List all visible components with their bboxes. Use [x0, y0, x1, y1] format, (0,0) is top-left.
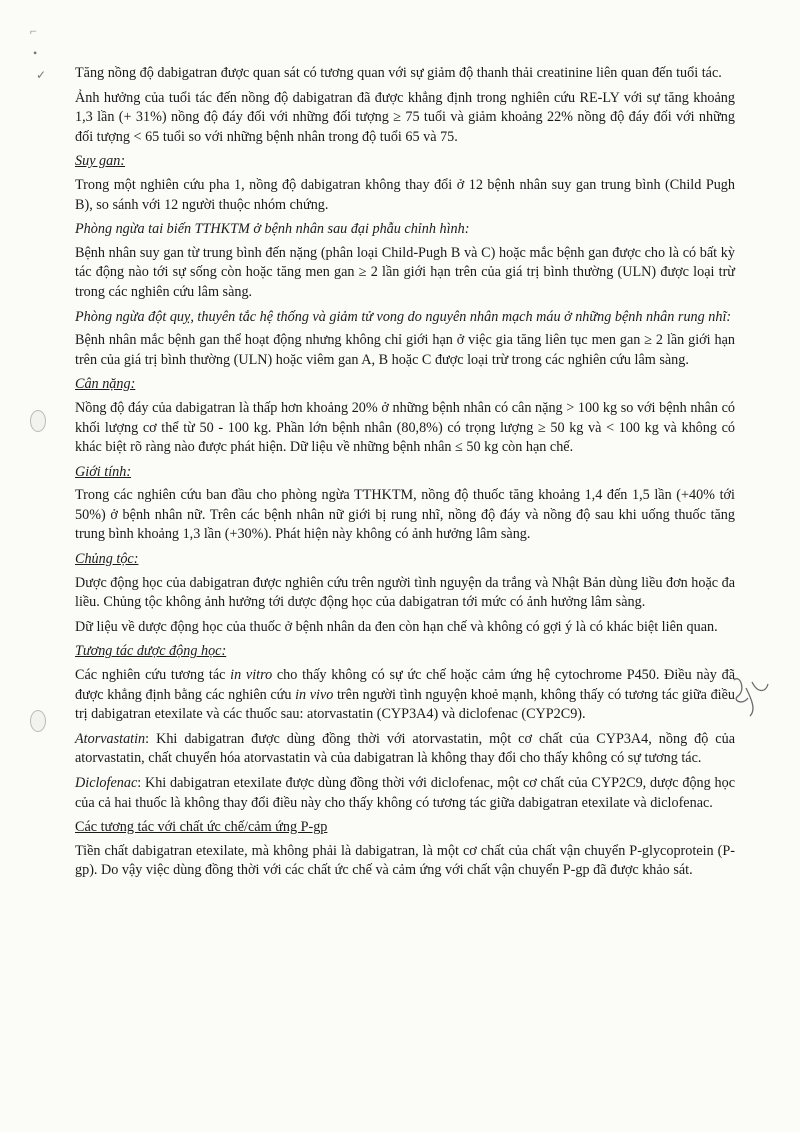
body-paragraph: Bệnh nhân suy gan từ trung bình đến nặng (phân loại Child-Pugh B và C) hoặc mắc bệnh gan được cho là có bất kỳ tác động nào tới sự sống còn hoặc tăng men gan ≥ 2 lần giới hạn trên của giá trị bình thường (ULN) được loại trừ trong các nghiên cứu lâm sàng. — [75, 244, 735, 300]
body-paragraph — [75, 730, 735, 769]
subsection-heading: Phòng ngừa đột quỵ, thuyên tắc hệ thống và giảm tử vong do nguyên nhân mạch máu ở những bệnh nhân rung nhĩ: — [75, 308, 732, 325]
section-heading-text: Cân nặng: — [75, 376, 136, 393]
section-heading — [75, 642, 735, 662]
section-heading — [75, 152, 735, 172]
italic-term: in vitro — [230, 667, 273, 684]
body-paragraph: Ảnh hưởng của tuổi tác đến nồng độ dabigatran đã được khẳng định trong nghiên cứu RE-LY với sự tăng khoảng 1,3 lần (+ 31%) nồng độ đáy đối với những đối tượng ≥ 75 tuổi và giảm khoảng 22% nồng độ đáy đối với những đối tượng < 65 tuổi so với những bệnh nhân trong độ tuổi 65 và 75. — [75, 89, 735, 145]
body-paragraph: Dược động học của dabigatran được nghiên cứu trên người tình nguyện da trắng và Nhật Bản dùng liều đơn hoặc đa liều. Chủng tộc không ảnh hưởng tới dược động học của dabigatran tới mức có ảnh hưởng lâm sàng. — [75, 574, 736, 611]
margin-mark-dot: • — [33, 46, 38, 60]
body-paragraph: Tăng nồng độ dabigatran được quan sát có tương quan với sự giảm độ thanh thải creatinine liên quan đến tuổi tác. — [75, 65, 722, 81]
text-run: trên người tình nguyện khoẻ mạnh, không thấy có tương tác giữa điều trị dabigatran etexilate và các thuốc sau: atorvastatin (CYP3A4) và diclofenac (CYP2C9). — [75, 686, 735, 723]
italic-term: Diclofenac — [75, 775, 138, 791]
document-body — [75, 64, 735, 886]
punch-hole-lower — [30, 710, 46, 732]
section-heading — [75, 375, 735, 395]
section-heading-text: Chủng tộc: — [75, 551, 139, 568]
body-paragraph: Nồng độ đáy của dabigatran là thấp hơn khoảng 20% ở những bệnh nhân có cân nặng > 100 kg so với bệnh nhân có khối lượng cơ thể từ 50 - 100 kg. Phần lớn bệnh nhân (80,8%) có trọng lượng ≥ 50 kg và < 100 kg và không có khác biệt rõ ràng nào được phát hiện. Dữ liệu về những bệnh nhân ≤ 50 kg còn hạn chế. — [75, 399, 735, 456]
body-paragraph: Bệnh nhân mắc bệnh gan thể hoạt động nhưng không chỉ giới hạn ở việc gia tăng liên tục men gan ≥ 2 lần giới hạn trên của giá trị bình thường (ULN) hoặc viêm gan A, B hoặc C được loại trừ trong các nghiên cứu lâm sàng. — [75, 332, 735, 368]
section-heading-plain: Các tương tác với chất ức chế/cảm ứng P-gp — [75, 819, 328, 836]
text-run: Các nghiên cứu tương tác — [75, 667, 231, 684]
punch-hole-upper — [30, 410, 46, 432]
italic-term: Atorvastatin — [75, 730, 146, 747]
body-paragraph — [75, 774, 735, 813]
section-heading — [75, 463, 735, 483]
section-heading-text: Suy gan: — [75, 153, 126, 170]
margin-mark-top: ⌐ — [30, 24, 37, 38]
text-run: : Khi dabigatran được dùng đồng thời với atorvastatin, một cơ chất của CYP3A4, nồng độ của atorvastatin, chất chuyển hóa atorvastatin và của dabigatran là không thay đổi cho thấy không có sự tương tác. — [75, 730, 735, 767]
body-paragraph: Trong một nghiên cứu pha 1, nồng độ dabigatran không thay đổi ở 12 bệnh nhân suy gan trung bình (Child Pugh B), so sánh với 12 người thuộc nhóm chứng. — [75, 176, 735, 213]
text-run: cho thấy không có sự ức chế hoặc cảm ứng hệ cytochrome P450. Điều này đã được khẳng định bằng các nghiên cứu — [75, 667, 735, 703]
body-paragraph: Tiền chất dabigatran etexilate, mà không phải là dabigatran, là một cơ chất của chất vận chuyển P-glycoprotein (P-gp). Do vậy việc dùng đồng thời với các chất ức chế và cảm ứng với chất vận chuyển P-gp đã được khảo sát. — [75, 842, 735, 879]
section-heading — [75, 550, 735, 570]
body-paragraph: Dữ liệu về dược động học của thuốc ở bệnh nhân da đen còn hạn chế và không có gợi ý là có khác biệt liên quan. — [75, 618, 718, 635]
margin-mark-tick: ✓ — [36, 68, 47, 82]
body-paragraph: Trong các nghiên cứu ban đầu cho phòng ngừa TTHKTM, nồng độ thuốc tăng khoảng 1,4 đến 1,5 lần (+40% tới 50%) ở bệnh nhân nữ. Trên các bệnh nhân nữ giới bị rung nhĩ, nồng độ đáy và nồng độ sau khi uống thuốc tăng trung bình khoảng 1,3 lần (+30%). Phát hiện này không có ảnh hưởng lâm sàng. — [75, 487, 735, 543]
section-heading-text: Tương tác dược động học: — [75, 643, 227, 660]
text-run: : Khi dabigatran etexilate được dùng đồng thời với diclofenac, một cơ chất của CYP2C9, dược động học của cả hai thuốc là không thay đổi điều này cho thấy không có tương tác giữa dabigatran etexilate và diclofenac. — [75, 775, 735, 811]
section-heading-text: Giới tính: — [75, 463, 132, 480]
subsection-heading: Phòng ngừa tai biến TTHKTM ở bệnh nhân sau đại phẫu chỉnh hình: — [75, 221, 470, 238]
body-paragraph — [75, 666, 735, 725]
italic-term: in vivo — [295, 686, 334, 703]
